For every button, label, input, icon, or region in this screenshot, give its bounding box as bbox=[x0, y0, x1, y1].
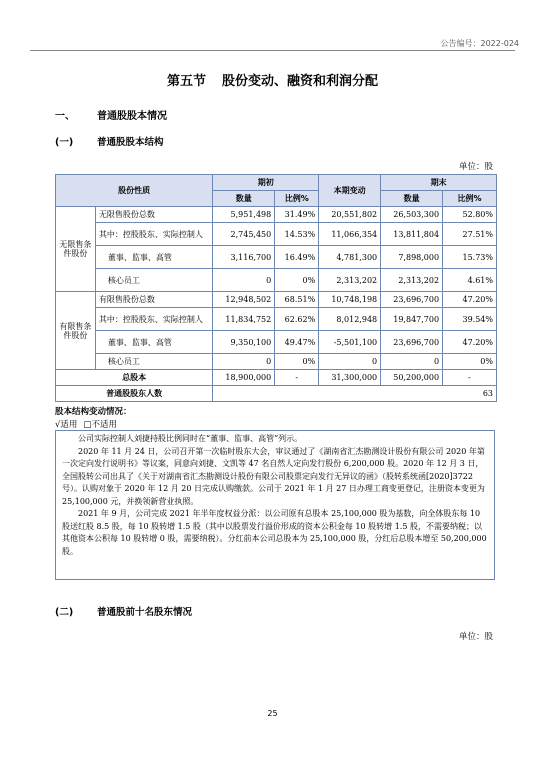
total-row bbox=[56, 370, 497, 386]
paragraph: 2021 年 9 月，公司完成 2021 年半年度权益分派：以公司原有总股本 25,100,000 股为基数，向全体股东每 10 股送红股 8.5 股，每 10 股转增 1.5 股（其中以股票发行溢价形成的资本公积金每 10 股转增 1.5 股，不需要纳税；以其他资本公积每 10 股转增 0 股，需要纳税）。分红前本公司总股本为 25,100,000 股，分红后总股本增至 50,200,000 股。 bbox=[62, 509, 487, 556]
cell: 14.53% bbox=[275, 223, 319, 246]
holders-row bbox=[56, 386, 497, 402]
cell: 12,948,502 bbox=[213, 292, 275, 308]
cell: 13,811,804 bbox=[381, 223, 443, 246]
cell: -5,501,100 bbox=[319, 331, 381, 354]
heading-index: (一) bbox=[55, 137, 74, 148]
cell: 27.51% bbox=[443, 223, 497, 246]
cell: 2,313,202 bbox=[381, 269, 443, 292]
applicability bbox=[55, 418, 123, 430]
table-row bbox=[56, 269, 497, 292]
total-label: 总股本 bbox=[56, 370, 213, 386]
group-limited: 有限售条件股份 bbox=[56, 292, 96, 370]
cell: 20,551,802 bbox=[319, 207, 381, 223]
cell: 31,300,000 bbox=[319, 370, 381, 386]
unit-label: 单位：股 bbox=[458, 162, 493, 172]
cell: 52.80% bbox=[443, 207, 497, 223]
header-divider bbox=[30, 50, 515, 51]
cell: 3,116,700 bbox=[213, 246, 275, 269]
header-end-pct: 比例% bbox=[443, 191, 497, 207]
cell: 49.47% bbox=[275, 331, 319, 354]
heading-index: (二) bbox=[55, 607, 74, 618]
row-label: 核心员工 bbox=[95, 269, 212, 292]
header-share-nature: 股份性质 bbox=[56, 175, 213, 207]
header-end-qty: 数量 bbox=[381, 191, 443, 207]
heading-text: 普通股股本结构 bbox=[97, 137, 164, 148]
cell: 26,503,300 bbox=[381, 207, 443, 223]
cell: 0 bbox=[319, 354, 381, 370]
paragraph: 2020 年 11 月 24 日，公司召开第一次临时股东大会，审议通过了《湖南省汇杰勘测设计股份有限公司 2020 年第一次定向发行说明书》等议案，同意向刘捷、文凯等 47 名自然人定向发行股份 6,200,000 股。2020 年 12 月 3 日，全国股转公司出具了《关于对湖南省汇杰勘测设计股份有限公司股票定向发行无异议的函》（股转系统函[2020]3722 号）。认购对象于 2020 年 12 月 20 日完成认购缴款。公司于 2021 年 1 月 27 日办理工商变更登记，注册资本变更为 25,100,000 元，并换领新营业执照。 bbox=[62, 446, 485, 506]
cell: 5,951,498 bbox=[213, 207, 275, 223]
cell: 4,781,300 bbox=[319, 246, 381, 269]
section-title bbox=[0, 70, 545, 89]
cell: 2,745,450 bbox=[213, 223, 275, 246]
cell: 4.61% bbox=[443, 269, 497, 292]
cell: 23,696,700 bbox=[381, 292, 443, 308]
cell: 2,313,202 bbox=[319, 269, 381, 292]
cell: 31.49% bbox=[275, 207, 319, 223]
table-row bbox=[56, 292, 497, 308]
table-row bbox=[56, 246, 497, 269]
unit-label: 单位：股 bbox=[458, 632, 493, 642]
header-begin: 期初 bbox=[213, 175, 319, 191]
cell: 7,898,000 bbox=[381, 246, 443, 269]
cell: 8,012,948 bbox=[319, 308, 381, 331]
announcement-number: 公告编号：2022-024 bbox=[440, 39, 519, 48]
row-label: 有限售股份总数 bbox=[95, 292, 212, 308]
row-label: 核心员工 bbox=[95, 354, 212, 370]
cell: 11,834,752 bbox=[213, 308, 275, 331]
table-row bbox=[56, 308, 497, 331]
cell: 15.73% bbox=[443, 246, 497, 269]
header-end: 期末 bbox=[381, 175, 497, 191]
applicable-checkbox: √适用 bbox=[55, 420, 78, 430]
cell: 0 bbox=[381, 354, 443, 370]
table-row bbox=[56, 207, 497, 223]
section-heading: 股份变动、融资和利润分配 bbox=[222, 74, 379, 89]
heading-stock-structure bbox=[55, 134, 164, 148]
cell: 0 bbox=[213, 354, 275, 370]
cell: 47.20% bbox=[443, 331, 497, 354]
cell: 47.20% bbox=[443, 292, 497, 308]
cell: 0 bbox=[213, 269, 275, 292]
cell: 68.51% bbox=[275, 292, 319, 308]
header-begin-qty: 数量 bbox=[213, 191, 275, 207]
heading-top-ten-holders bbox=[55, 604, 192, 618]
row-label: 董事、监事、高管 bbox=[95, 331, 212, 354]
section-number: 第五节 bbox=[166, 74, 206, 89]
cell: 0% bbox=[275, 269, 319, 292]
cell: - bbox=[275, 370, 319, 386]
row-label: 董事、监事、高管 bbox=[95, 246, 212, 269]
table-row bbox=[56, 354, 497, 370]
cell: 9,350,100 bbox=[213, 331, 275, 354]
heading-text: 普通股股本情况 bbox=[97, 111, 167, 122]
cell: 39.54% bbox=[443, 308, 497, 331]
cell: 50,200,000 bbox=[381, 370, 443, 386]
cell: 19,847,700 bbox=[381, 308, 443, 331]
group-unlimited: 无限售条件股份 bbox=[56, 207, 96, 292]
cell: 0% bbox=[443, 354, 497, 370]
cell: - bbox=[443, 370, 497, 386]
not-applicable-checkbox: □不适用 bbox=[83, 420, 117, 430]
holders-label: 普通股股东人数 bbox=[56, 386, 213, 402]
page-number: 25 bbox=[267, 709, 278, 718]
heading-index: 一、 bbox=[55, 111, 75, 122]
row-label: 其中：控股股东、实际控制人 bbox=[95, 223, 212, 246]
heading-text: 普通股前十名股东情况 bbox=[97, 607, 193, 618]
cell: 10,748,198 bbox=[319, 292, 381, 308]
holders-value: 63 bbox=[213, 386, 497, 402]
share-structure-table bbox=[55, 174, 497, 402]
cell: 23,696,700 bbox=[381, 331, 443, 354]
change-title: 股本结构变动情况： bbox=[55, 407, 132, 417]
cell: 11,066,354 bbox=[319, 223, 381, 246]
paragraph: 公司实际控制人刘捷持股比例同时在“董事、监事、高管”列示。 bbox=[78, 434, 303, 443]
change-description-box bbox=[55, 430, 495, 580]
cell: 62.62% bbox=[275, 308, 319, 331]
header-change: 本期变动 bbox=[319, 175, 381, 207]
header-begin-pct: 比例% bbox=[275, 191, 319, 207]
row-label: 无限售股份总数 bbox=[95, 207, 212, 223]
cell: 0% bbox=[275, 354, 319, 370]
heading-common-stock bbox=[55, 107, 167, 122]
row-label: 其中：控股股东、实际控制人 bbox=[95, 308, 212, 331]
cell: 16.49% bbox=[275, 246, 319, 269]
table-row bbox=[56, 331, 497, 354]
table-row bbox=[56, 223, 497, 246]
cell: 18,900,000 bbox=[213, 370, 275, 386]
